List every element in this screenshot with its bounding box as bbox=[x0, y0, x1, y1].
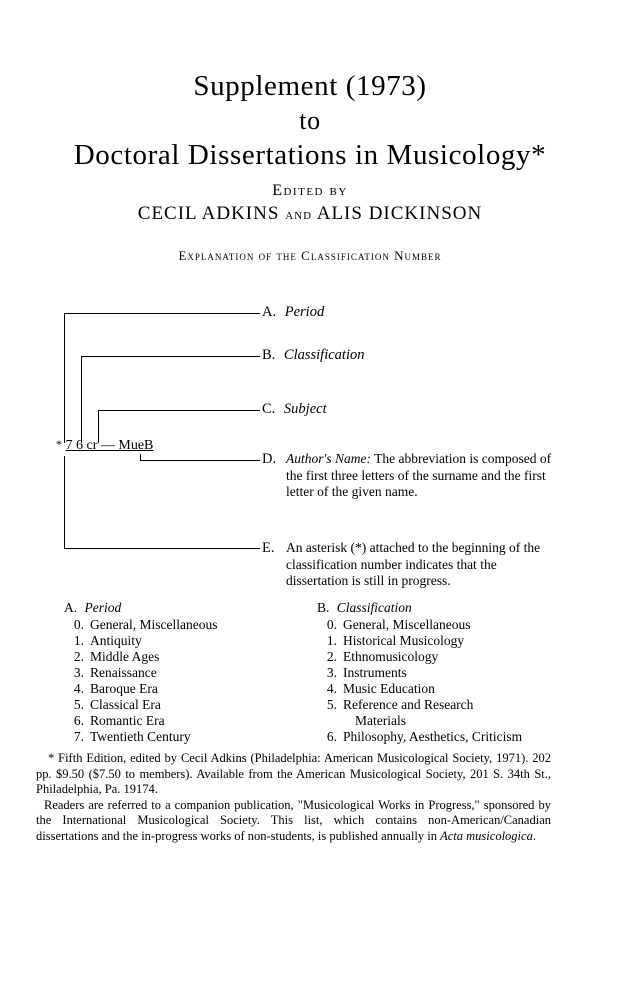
diagram-entry-e bbox=[286, 540, 554, 590]
list-item: 1. Antiquity bbox=[73, 633, 142, 648]
period-list bbox=[64, 600, 217, 745]
connector-a-horizontal bbox=[64, 313, 260, 314]
footnote-text: Readers are referred to a companion publication, "Musicological Works in Progress," sponsored by the International Musicological Society. This list, which contains non-American/Canadian dissertations and the in-progress works of non-students, is published annually in bbox=[36, 797, 551, 843]
entry-letter: A. bbox=[262, 304, 277, 320]
connector-e-horizontal bbox=[64, 548, 260, 549]
entry-text: The abbreviation is composed of the first three letters of the surname and the first letter of the given name. bbox=[286, 451, 552, 499]
asterisk-mark: * bbox=[56, 437, 62, 451]
entry-letter: B. bbox=[262, 347, 276, 363]
diagram-entry-d bbox=[286, 451, 554, 501]
editors-line bbox=[0, 203, 620, 225]
classification-heading bbox=[317, 600, 522, 616]
editor-2: ALIS DICKINSON bbox=[316, 203, 483, 224]
footnote-paragraph-2 bbox=[36, 798, 551, 845]
list-item: 1. Historical Musicology bbox=[326, 633, 465, 648]
list-item: 7. Twentieth Century bbox=[73, 729, 191, 744]
list-item: 0. General, Miscellaneous bbox=[73, 617, 218, 632]
example-classification-code bbox=[56, 438, 153, 454]
footnote-text-end: . bbox=[532, 828, 536, 843]
connector-b-horizontal bbox=[81, 356, 260, 357]
connector-c-horizontal bbox=[98, 410, 260, 411]
connector-d-vertical bbox=[140, 454, 141, 461]
list-item: 2. Middle Ages bbox=[73, 649, 160, 664]
connector-a-vertical bbox=[64, 313, 65, 443]
list-item: 3. Instruments bbox=[326, 665, 407, 680]
period-heading bbox=[64, 600, 217, 616]
list-letter: A. bbox=[64, 600, 78, 615]
entry-label: Author's Name: bbox=[286, 451, 372, 466]
diagram-entry-d-letter: D. bbox=[262, 451, 277, 467]
page-subtitle: Doctoral Dissertations in Musicology* bbox=[73, 139, 547, 171]
list-item: 6. Romantic Era bbox=[73, 713, 165, 728]
diagram-entry-a bbox=[262, 304, 324, 321]
page-title: Supplement (1973) bbox=[193, 70, 427, 102]
list-item: 2. Ethnomusicology bbox=[326, 649, 439, 664]
list-item: 3. Renaissance bbox=[73, 665, 157, 680]
diagram-entry-e-letter: E. bbox=[262, 540, 275, 556]
entry-letter: C. bbox=[262, 401, 276, 417]
classification-list bbox=[317, 600, 522, 745]
footnote-paragraph-1: * Fifth Edition, edited by Cecil Adkins (Philadelphia: American Musicological Society, 1971). 202 pp. $9.50 ($7.50 to members). Available from the American Musicological Society, 201 S. 34th St., Philadelphia, Pa. 19174. bbox=[36, 751, 551, 796]
list-item: 4. Baroque Era bbox=[73, 681, 158, 696]
code-string: 7 6 cr — MueB bbox=[65, 438, 154, 453]
title-connector: to bbox=[299, 106, 321, 135]
list-heading: Period bbox=[84, 600, 122, 615]
list-item: 5. Classical Era bbox=[73, 697, 161, 712]
editor-and: and bbox=[285, 207, 313, 223]
list-item: 6. Philosophy, Aesthetics, Criticism bbox=[326, 729, 523, 744]
connector-b-vertical bbox=[81, 356, 82, 443]
diagram-entry-c bbox=[262, 401, 327, 418]
entry-text: An asterisk (*) attached to the beginning of the classification number indicates that the dissertation is still in progress. bbox=[286, 540, 541, 588]
diagram-entry-b bbox=[262, 347, 365, 364]
connector-e-vertical bbox=[64, 456, 65, 549]
list-item: 4. Music Education bbox=[326, 681, 435, 696]
explanation-heading: Explanation of the Classification Number bbox=[178, 248, 442, 263]
footnote bbox=[36, 751, 551, 844]
list-item: 5. Reference and Research bbox=[326, 697, 474, 712]
journal-title: Acta musicologica bbox=[440, 828, 533, 843]
list-heading: Classification bbox=[336, 600, 412, 615]
edited-by-label: Edited by bbox=[272, 182, 348, 199]
editor-1: CECIL ADKINS bbox=[137, 203, 280, 224]
list-item: Materials bbox=[355, 713, 406, 728]
entry-label: Subject bbox=[283, 401, 327, 417]
list-letter: B. bbox=[317, 600, 330, 615]
entry-label: Classification bbox=[283, 347, 365, 363]
list-item: 0. General, Miscellaneous bbox=[326, 617, 471, 632]
connector-d-horizontal bbox=[140, 460, 260, 461]
entry-label: Period bbox=[284, 304, 325, 320]
